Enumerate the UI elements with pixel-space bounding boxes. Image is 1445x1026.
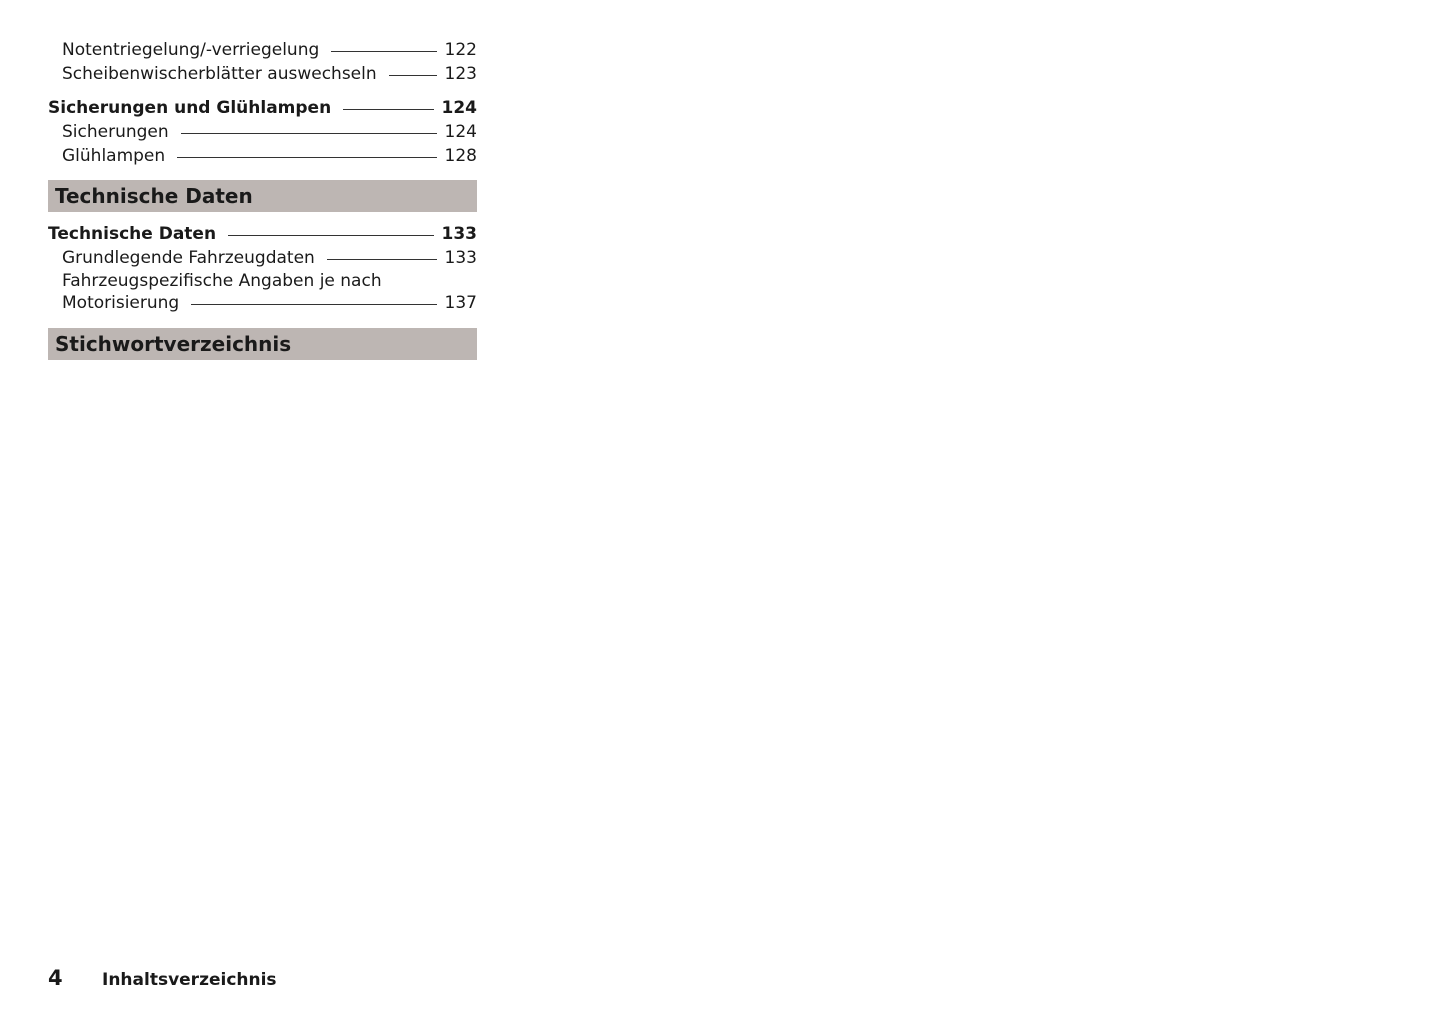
footer-page-number: 4 [48,966,63,990]
toc-entry-page: 124 [444,122,477,142]
toc-leader-line [389,75,437,76]
page-footer [48,966,277,990]
toc-entry-label: Glühlampen [62,146,166,166]
toc-entry-page: 137 [444,293,477,313]
toc-chapter-page: 124 [441,98,477,118]
toc-leader-line [343,109,433,110]
toc-entry-label: Grundlegende Fahrzeugdaten [62,248,315,268]
toc-entry-label: Scheibenwischerblätter auswechseln [62,64,377,84]
toc-leader-line [327,259,437,260]
toc-leader-line [177,157,436,158]
section-header-stichwortverzeichnis[interactable]: Stichwortverzeichnis [48,328,477,360]
toc-chapter-label: Sicherungen und Glühlampen [48,98,332,118]
toc-entry-label: Sicherungen [62,122,169,142]
toc-leader-line [191,304,436,305]
toc-chapter-label: Technische Daten [48,224,217,244]
section-header-technische-daten[interactable]: Technische Daten [48,180,477,212]
table-of-contents [48,38,477,360]
toc-entry-grundlegende-fahrzeugdaten[interactable] [48,246,477,270]
footer-title: Inhaltsverzeichnis [102,970,277,990]
toc-entry-fahrzeugspezifische-angaben[interactable] [48,270,477,316]
toc-entry-gluehlampen[interactable] [48,144,477,168]
toc-entry-page: 128 [444,146,477,166]
toc-entry-scheibenwischer[interactable] [48,62,477,86]
toc-leader-line [228,235,433,236]
toc-entry-page: 133 [444,248,477,268]
toc-entry-notentriegelung[interactable] [48,38,477,62]
toc-leader-line [181,133,437,134]
toc-chapter-sicherungen-gluehlampen[interactable] [48,96,477,120]
toc-entry-sicherungen[interactable] [48,120,477,144]
toc-entry-label: Notentriegelung/-verriegelung [62,40,320,60]
toc-entry-page: 122 [444,40,477,60]
toc-chapter-page: 133 [441,224,477,244]
toc-entry-label-line1: Fahrzeugspezifische Angaben je nach [62,271,382,291]
toc-entry-page: 123 [444,64,477,84]
toc-leader-line [331,51,436,52]
toc-chapter-technische-daten[interactable] [48,222,477,246]
toc-entry-label-line2: Motorisierung [62,293,180,313]
